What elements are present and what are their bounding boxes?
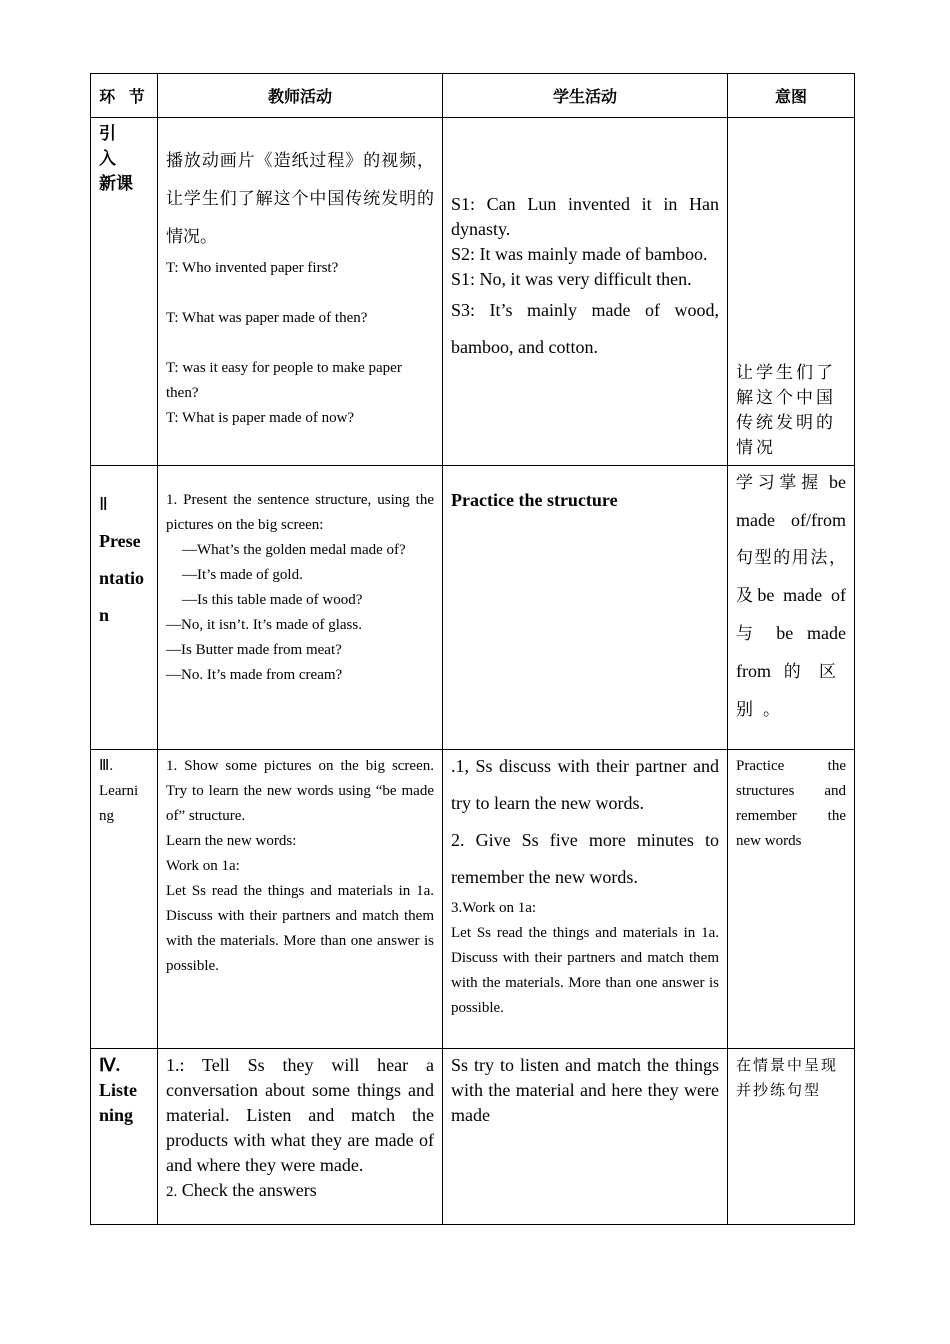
row-intro — [91, 118, 855, 466]
dialogue-line: —It’s made of gold. — [182, 567, 303, 583]
teacher-cell — [158, 118, 443, 466]
purpose-cell — [728, 466, 855, 750]
dialogue-line: —Is this table made of wood? — [182, 592, 363, 608]
purpose-text: 在情景中呈现并抄练句型 — [736, 1056, 839, 1099]
header-student: 学生活动 — [443, 74, 728, 118]
teacher-question: T: Who invented paper first? — [166, 260, 339, 276]
student-text: 3.Work on 1a: — [451, 900, 537, 916]
student-cell — [443, 750, 728, 1049]
teacher-text: Work on 1a: — [166, 858, 240, 874]
student-cell — [443, 1049, 728, 1225]
student-answer: S2: It was mainly made of bamboo. — [451, 244, 708, 264]
stage-cell — [91, 1049, 158, 1225]
teacher-text: 2. Check the answers — [166, 1180, 317, 1200]
teacher-question: T: What is paper made of now? — [166, 410, 355, 426]
stage-line: Ⅱ — [99, 494, 108, 514]
row-learning — [91, 750, 855, 1049]
student-text: .1, Ss discuss with their partner and try to learn the new words. — [451, 756, 719, 813]
stage-line: ntatio — [99, 568, 144, 588]
student-text: Practice the structure — [451, 490, 618, 510]
stage-cell — [91, 466, 158, 750]
stage-line: 新课 — [99, 174, 133, 194]
header-stage: 环 节 — [91, 74, 158, 118]
dialogue-line: —What’s the golden medal made of? — [182, 542, 406, 558]
student-text: 2. Give Ss five more minutes to remember the new words. — [451, 830, 719, 887]
teacher-text: 1.: Tell Ss they will hear a conversation about some things and material. Listen and match the products with what they are made of and where they were made. — [166, 1055, 434, 1175]
purpose-text: Practice the structures and remember the new words — [736, 758, 846, 849]
header-teacher: 教师活动 — [158, 74, 443, 118]
header-row — [91, 74, 855, 118]
purpose-text: 让学生们了解这个中国传统发明的情况 — [736, 363, 836, 458]
stage-line: 引 入 — [99, 124, 122, 169]
dialogue-line: —No. It’s made from cream? — [166, 667, 343, 683]
purpose-cell — [728, 1049, 855, 1225]
teacher-text: 1. Present the sentence structure, using the pictures on the big screen: — [166, 492, 434, 533]
student-answer: S1: No, it was very difficult then. — [451, 269, 692, 289]
student-cell — [443, 118, 728, 466]
lesson-plan-table — [90, 73, 855, 1225]
purpose-text: 学习掌握 be made of/from 句型的用法，及be made of 与 be made from 的区别。 — [736, 472, 847, 720]
teacher-cell — [158, 466, 443, 750]
row-presentation — [91, 466, 855, 750]
student-cell — [443, 466, 728, 750]
student-answer: S1: Can Lun invented it in Han dynasty. — [451, 194, 719, 239]
stage-line: n — [99, 605, 110, 625]
dialogue-line: —Is Butter made from meat? — [166, 642, 342, 658]
purpose-cell — [728, 750, 855, 1049]
stage-line: Prese — [99, 531, 141, 551]
teacher-text: Learn the new words: — [166, 833, 297, 849]
student-text: Let Ss read the things and materials in 1a. Discuss with their partners and match them with the materials. More than one answer is possible. — [451, 925, 719, 1016]
stage-cell — [91, 118, 158, 466]
stage-line: Ⅲ. — [99, 758, 114, 774]
stage-line: Ⅳ. — [99, 1055, 121, 1075]
stage-line: Liste — [99, 1080, 137, 1100]
teacher-text: 播放动画片《造纸过程》的视频，让学生们了解这个中国传统发明的情况。 — [166, 151, 434, 247]
teacher-question: T: was it easy for people to make paper then? — [166, 360, 402, 401]
teacher-text: 1. Show some pictures on the big screen. Try to learn the new words using “be made of” structure. — [166, 758, 434, 824]
purpose-cell — [728, 118, 855, 466]
stage-line: ning — [99, 1105, 134, 1125]
header-purpose: 意图 — [728, 74, 855, 118]
student-text: Ss try to listen and match the things with the material and here they were made — [451, 1055, 719, 1125]
teacher-question: T: What was paper made of then? — [166, 310, 368, 326]
stage-line: ng — [99, 808, 114, 824]
dialogue-line: —No, it isn’t. It’s made of glass. — [166, 617, 362, 633]
student-answer: S3: It’s mainly made of wood, bamboo, and cotton. — [451, 300, 719, 357]
row-listening — [91, 1049, 855, 1225]
teacher-cell — [158, 750, 443, 1049]
stage-line: Learni — [99, 783, 139, 799]
teacher-cell — [158, 1049, 443, 1225]
stage-cell — [91, 750, 158, 1049]
teacher-text: Let Ss read the things and materials in 1a. Discuss with their partners and match them with the materials. More than one answer is possible. — [166, 883, 434, 974]
